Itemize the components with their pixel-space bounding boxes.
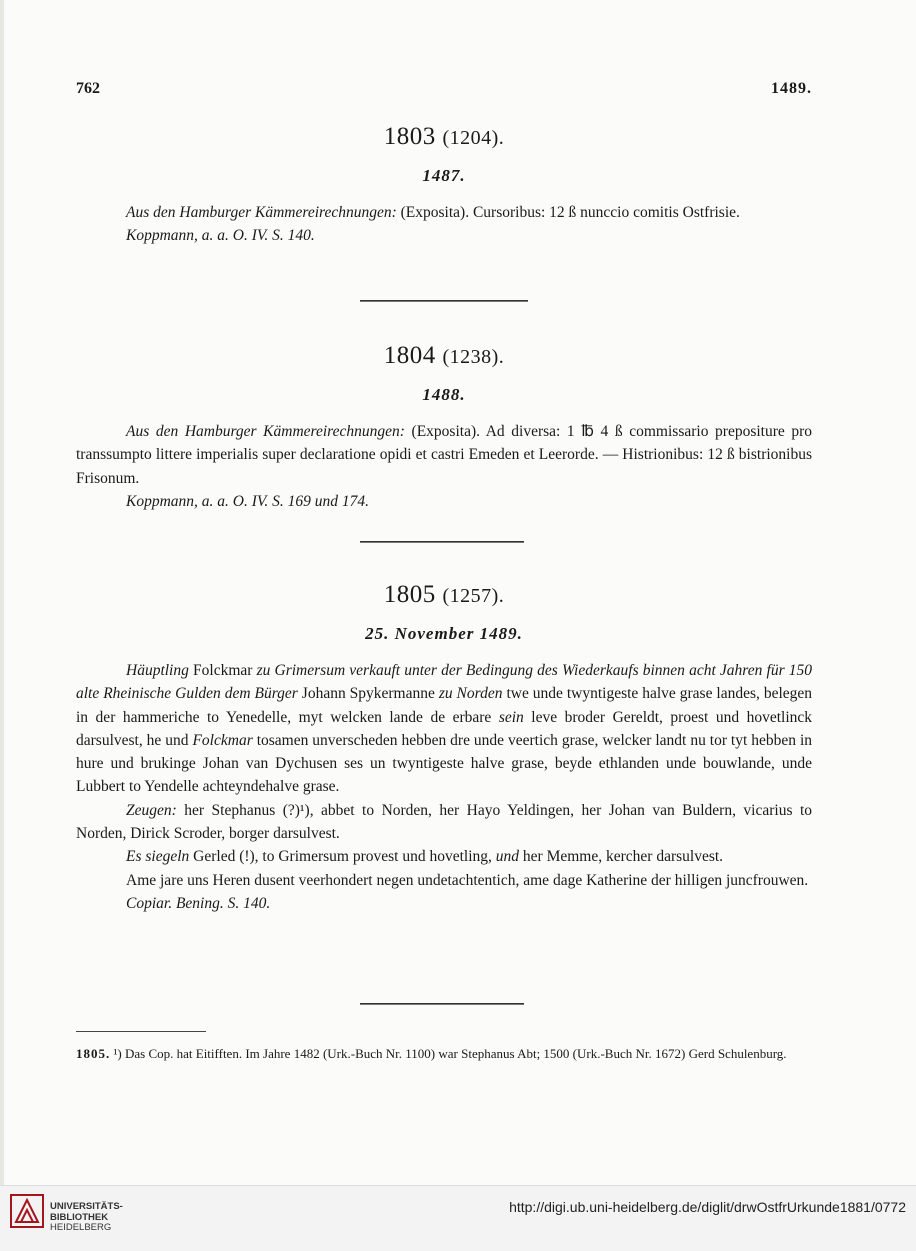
permalink-url[interactable]: http://digi.ub.uni-heidelberg.de/diglit/drwOstfrUrkunde1881/0772 (509, 1199, 906, 1215)
footnote-text: ¹) Das Cop. hat Eitifften. Im Jahre 1482 (Urk.-Buch Nr. 1100) war Stephanus Abt; 1500 (Urk.-Buch Nr. 1672) Gerd Schulenburg. (113, 1046, 787, 1061)
document-1805 (76, 580, 812, 915)
document-1804 (76, 341, 812, 513)
source-reference: Koppmann, a. a. O. IV. S. 169 und 174. (126, 492, 369, 510)
library-logo-text[interactable]: UNIVERSITÄTS- BIBLIOTHEK HEIDELBERG (50, 1201, 123, 1233)
document-date: 25. November 1489. (365, 624, 523, 643)
document-1803 (76, 122, 812, 248)
entry-paragraph: Aus den Hamburger Kämmereirechnungen: (Exposita). Ad diversa: 1 ℔ 4 ß commissario prepositure pro transsumpto littere imperialis super declaratione opidi et castri Emeden et Leerorde. — Histrionibus: 12 ß bistrionibus Frisonum. (76, 423, 813, 487)
source-reference: Koppmann, a. a. O. IV. S. 140. (126, 227, 315, 245)
section-separator (360, 300, 528, 302)
viewer-footer (0, 1185, 916, 1251)
document-date: 1488. (422, 385, 466, 404)
document-date: 1487. (422, 166, 466, 185)
witnesses-paragraph: Zeugen: her Stephanus (?)¹), abbet to Norden, her Hayo Yeldingen, her Johan van Buldern, vicarius to Norden, Dirick Scroder, borger darsulvest. (76, 801, 813, 843)
running-year: 1489. (771, 80, 812, 97)
dating-paragraph: Ame jare uns Heren dusent veerhondert negen undetachtentich, ame dage Katherine der hilligen juncfrouwen. (126, 871, 809, 889)
section-separator (360, 541, 524, 543)
library-logo-icon[interactable] (10, 1194, 44, 1228)
page-number: 762 (76, 80, 100, 97)
footnote-label: 1805. (76, 1046, 111, 1061)
document-number: 1803 (1204). (383, 123, 505, 150)
section-separator (360, 1003, 524, 1005)
footnote-rule (76, 1031, 206, 1032)
page-header (76, 80, 812, 100)
charter-summary: Häuptling Folckmar zu Grimersum verkauft unter der Bedingung des Wiederkaufs binnen acht Jahren für 150 alte Rheinische Gulden dem Bürger Johann Spykermanne zu Norden twe unde twyntigeste halve grase landes, belegen in der hammeriche to Yenedelle, myt welcken lande de erbare sein leve broder Gereldt, proest und hovetlinck darsulvest, he und Folckmar tosamen unverscheden hebben dre unde veertich grase, welcker landt nu tor tyt hebben in hure und brukinge Johan van Dychusen ses un twyntigeste halve grase, beyde ethlanden unde bouwlande, unde Lubbert to Yendelle achteyndehalve grase. (76, 662, 813, 796)
footnote (76, 1044, 812, 1064)
entry-paragraph: Aus den Hamburger Kämmereirechnungen: (Exposita). Cursoribus: 12 ß nunccio comitis Ostfrisie. (126, 204, 740, 221)
page-edge (0, 0, 4, 1185)
document-number: 1804 (1238). (383, 342, 505, 369)
source-reference: Copiar. Bening. S. 140. (126, 894, 271, 912)
document-number: 1805 (1257). (383, 581, 505, 608)
seal-paragraph: Es siegeln Gerled (!), to Grimersum provest und hovetling, und her Memme, kercher darsulvest. (126, 848, 724, 866)
